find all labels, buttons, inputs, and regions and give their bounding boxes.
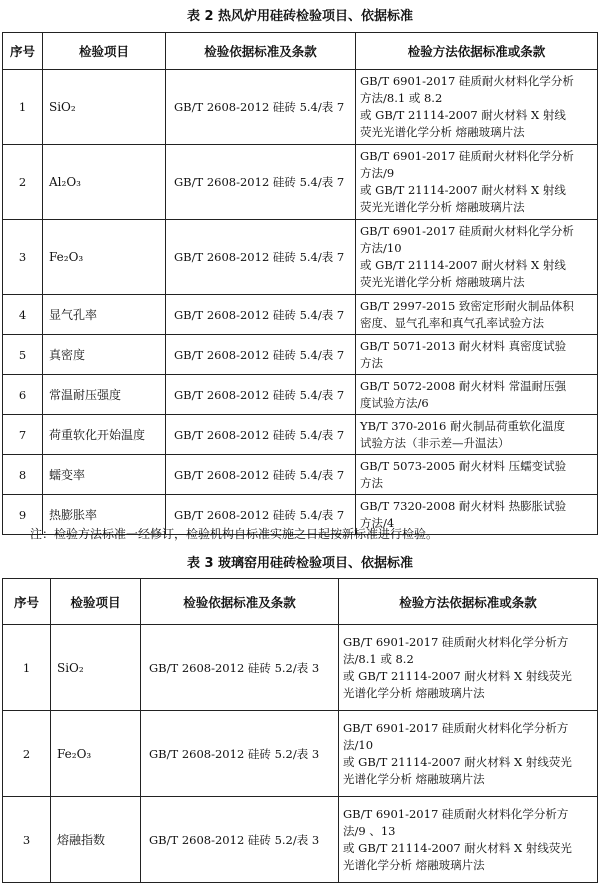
method-line: 方法/4	[360, 515, 395, 530]
basis-standard: GB/T 2608-2012 硅砖 5.4/表 7	[166, 220, 356, 295]
table-row	[3, 797, 598, 883]
test-item: SiO₂	[51, 625, 141, 711]
method-standard	[356, 295, 598, 335]
method-line: 或 GB/T 21114-2007 耐火材料 X 射线	[360, 108, 566, 122]
basis-standard: GB/T 2608-2012 硅砖 5.4/表 7	[166, 495, 356, 535]
table2-header-row	[3, 33, 598, 70]
test-item: 蠕变率	[43, 455, 166, 495]
method-standard	[356, 70, 598, 145]
header-no: 序号	[3, 579, 51, 625]
method-line: GB/T 5072-2008 耐火材料 常温耐压强	[360, 378, 567, 393]
method-line: 或 GB/T 21114-2007 耐火材料 X 射线荧光	[343, 754, 572, 769]
row-number: 6	[3, 375, 43, 415]
method-standard	[339, 711, 598, 797]
table-row	[3, 145, 598, 220]
basis-standard: GB/T 2608-2012 硅砖 5.4/表 7	[166, 455, 356, 495]
method-standard	[356, 415, 598, 455]
method-line: GB/T 6901-2017 硅质耐火材料化学分析方	[343, 806, 569, 821]
method-standard	[356, 220, 598, 295]
method-line: GB/T 6901-2017 硅质耐火材料化学分析方	[343, 720, 569, 735]
table3	[2, 578, 598, 883]
row-number: 2	[3, 711, 51, 797]
method-line: GB/T 5073-2005 耐火材料 压蠕变试验	[360, 458, 567, 473]
test-item: SiO₂	[43, 70, 166, 145]
method-standard	[339, 797, 598, 883]
basis-standard: GB/T 2608-2012 硅砖 5.4/表 7	[166, 375, 356, 415]
method-standard	[356, 335, 598, 375]
test-item: Fe₂O₃	[51, 711, 141, 797]
method-line: 法/8.1 或 8.2	[343, 651, 414, 666]
method-line: YB/T 370-2016 耐火制品荷重软化温度	[360, 418, 565, 433]
basis-standard: GB/T 2608-2012 硅砖 5.2/表 3	[141, 711, 339, 797]
header-item: 检验项目	[43, 33, 166, 70]
method-line: 光谱化学分析 熔融玻璃片法	[343, 771, 485, 786]
test-item: 热膨胀率	[43, 495, 166, 535]
method-line: GB/T 6901-2017 硅质耐火材料化学分析	[360, 224, 574, 238]
header-standard: 检验依据标准及条款	[166, 33, 356, 70]
row-number: 1	[3, 625, 51, 711]
method-standard	[356, 375, 598, 415]
row-number: 7	[3, 415, 43, 455]
method-line: 方法/9	[360, 166, 395, 180]
method-line: 方法	[360, 355, 383, 370]
method-line: 或 GB/T 21114-2007 耐火材料 X 射线	[360, 183, 566, 197]
method-line: GB/T 5071-2013 耐火材料 真密度试验	[360, 338, 567, 353]
method-line: 荧光光谱化学分析 熔融玻璃片法	[360, 275, 525, 289]
row-number: 1	[3, 70, 43, 145]
method-line: 度试验方法/6	[360, 395, 429, 410]
table-row	[3, 335, 598, 375]
table2	[2, 32, 598, 535]
header-standard: 检验依据标准及条款	[141, 579, 339, 625]
table2-caption: 表 2 热风炉用硅砖检验项目、依据标准	[186, 9, 414, 24]
method-line: 法/10	[343, 737, 374, 752]
test-item: 真密度	[43, 335, 166, 375]
row-number: 3	[3, 797, 51, 883]
test-item: Al₂O₃	[43, 145, 166, 220]
method-line: 方法	[360, 475, 383, 490]
test-item: 荷重软化开始温度	[43, 415, 166, 455]
note: 注：检验方法标准一经修订，检验机构自标准实施之日起按新标准进行检验。	[30, 527, 439, 541]
basis-standard: GB/T 2608-2012 硅砖 5.4/表 7	[166, 295, 356, 335]
row-number: 5	[3, 335, 43, 375]
method-line: GB/T 7320-2008 耐火材料 热膨胀试验	[360, 498, 567, 513]
test-item: 常温耐压强度	[43, 375, 166, 415]
method-line: GB/T 6901-2017 硅质耐火材料化学分析	[360, 74, 574, 88]
table-row	[3, 70, 598, 145]
method-standard	[356, 455, 598, 495]
table3-header-row	[3, 579, 598, 625]
method-line: 荧光光谱化学分析 熔融玻璃片法	[360, 200, 525, 214]
test-item: Fe₂O₃	[43, 220, 166, 295]
method-line: 或 GB/T 21114-2007 耐火材料 X 射线	[360, 258, 566, 272]
header-item: 检验项目	[51, 579, 141, 625]
row-number: 8	[3, 455, 43, 495]
method-line: 或 GB/T 21114-2007 耐火材料 X 射线荧光	[343, 840, 572, 855]
basis-standard: GB/T 2608-2012 硅砖 5.4/表 7	[166, 335, 356, 375]
method-line: 试验方法（非示差—升温法）	[360, 435, 510, 450]
table-row	[3, 295, 598, 335]
test-item: 显气孔率	[43, 295, 166, 335]
table-row	[3, 625, 598, 711]
table-row	[3, 415, 598, 455]
table-row	[3, 220, 598, 295]
header-no: 序号	[3, 33, 43, 70]
row-number: 9	[3, 495, 43, 535]
basis-standard: GB/T 2608-2012 硅砖 5.2/表 3	[141, 797, 339, 883]
row-number: 3	[3, 220, 43, 295]
basis-standard: GB/T 2608-2012 硅砖 5.4/表 7	[166, 70, 356, 145]
row-number: 2	[3, 145, 43, 220]
method-line: GB/T 2997-2015 致密定形耐火制品体积	[360, 298, 574, 313]
test-item: 熔融指数	[51, 797, 141, 883]
row-number: 4	[3, 295, 43, 335]
method-line: 方法/8.1 或 8.2	[360, 91, 443, 105]
method-line: 密度、显气孔率和真气孔率试验方法	[360, 315, 544, 330]
table-row	[3, 455, 598, 495]
header-method: 检验方法依据标准或条款	[339, 579, 598, 625]
method-line: GB/T 6901-2017 硅质耐火材料化学分析方	[343, 634, 569, 649]
method-line: 或 GB/T 21114-2007 耐火材料 X 射线荧光	[343, 668, 572, 683]
table3-caption: 表 3 玻璃窑用硅砖检验项目、依据标准	[186, 556, 414, 571]
method-standard	[356, 145, 598, 220]
basis-standard: GB/T 2608-2012 硅砖 5.2/表 3	[141, 625, 339, 711]
method-standard	[339, 625, 598, 711]
method-line: 光谱化学分析 熔融玻璃片法	[343, 685, 485, 700]
header-method: 检验方法依据标准或条款	[356, 33, 598, 70]
table-row	[3, 375, 598, 415]
basis-standard: GB/T 2608-2012 硅砖 5.4/表 7	[166, 415, 356, 455]
method-line: GB/T 6901-2017 硅质耐火材料化学分析	[360, 149, 574, 163]
table-row	[3, 711, 598, 797]
basis-standard: GB/T 2608-2012 硅砖 5.4/表 7	[166, 145, 356, 220]
method-line: 荧光光谱化学分析 熔融玻璃片法	[360, 125, 525, 139]
method-line: 方法/10	[360, 241, 402, 255]
method-line: 光谱化学分析 熔融玻璃片法	[343, 857, 485, 872]
method-line: 法/9 、13	[343, 823, 396, 838]
